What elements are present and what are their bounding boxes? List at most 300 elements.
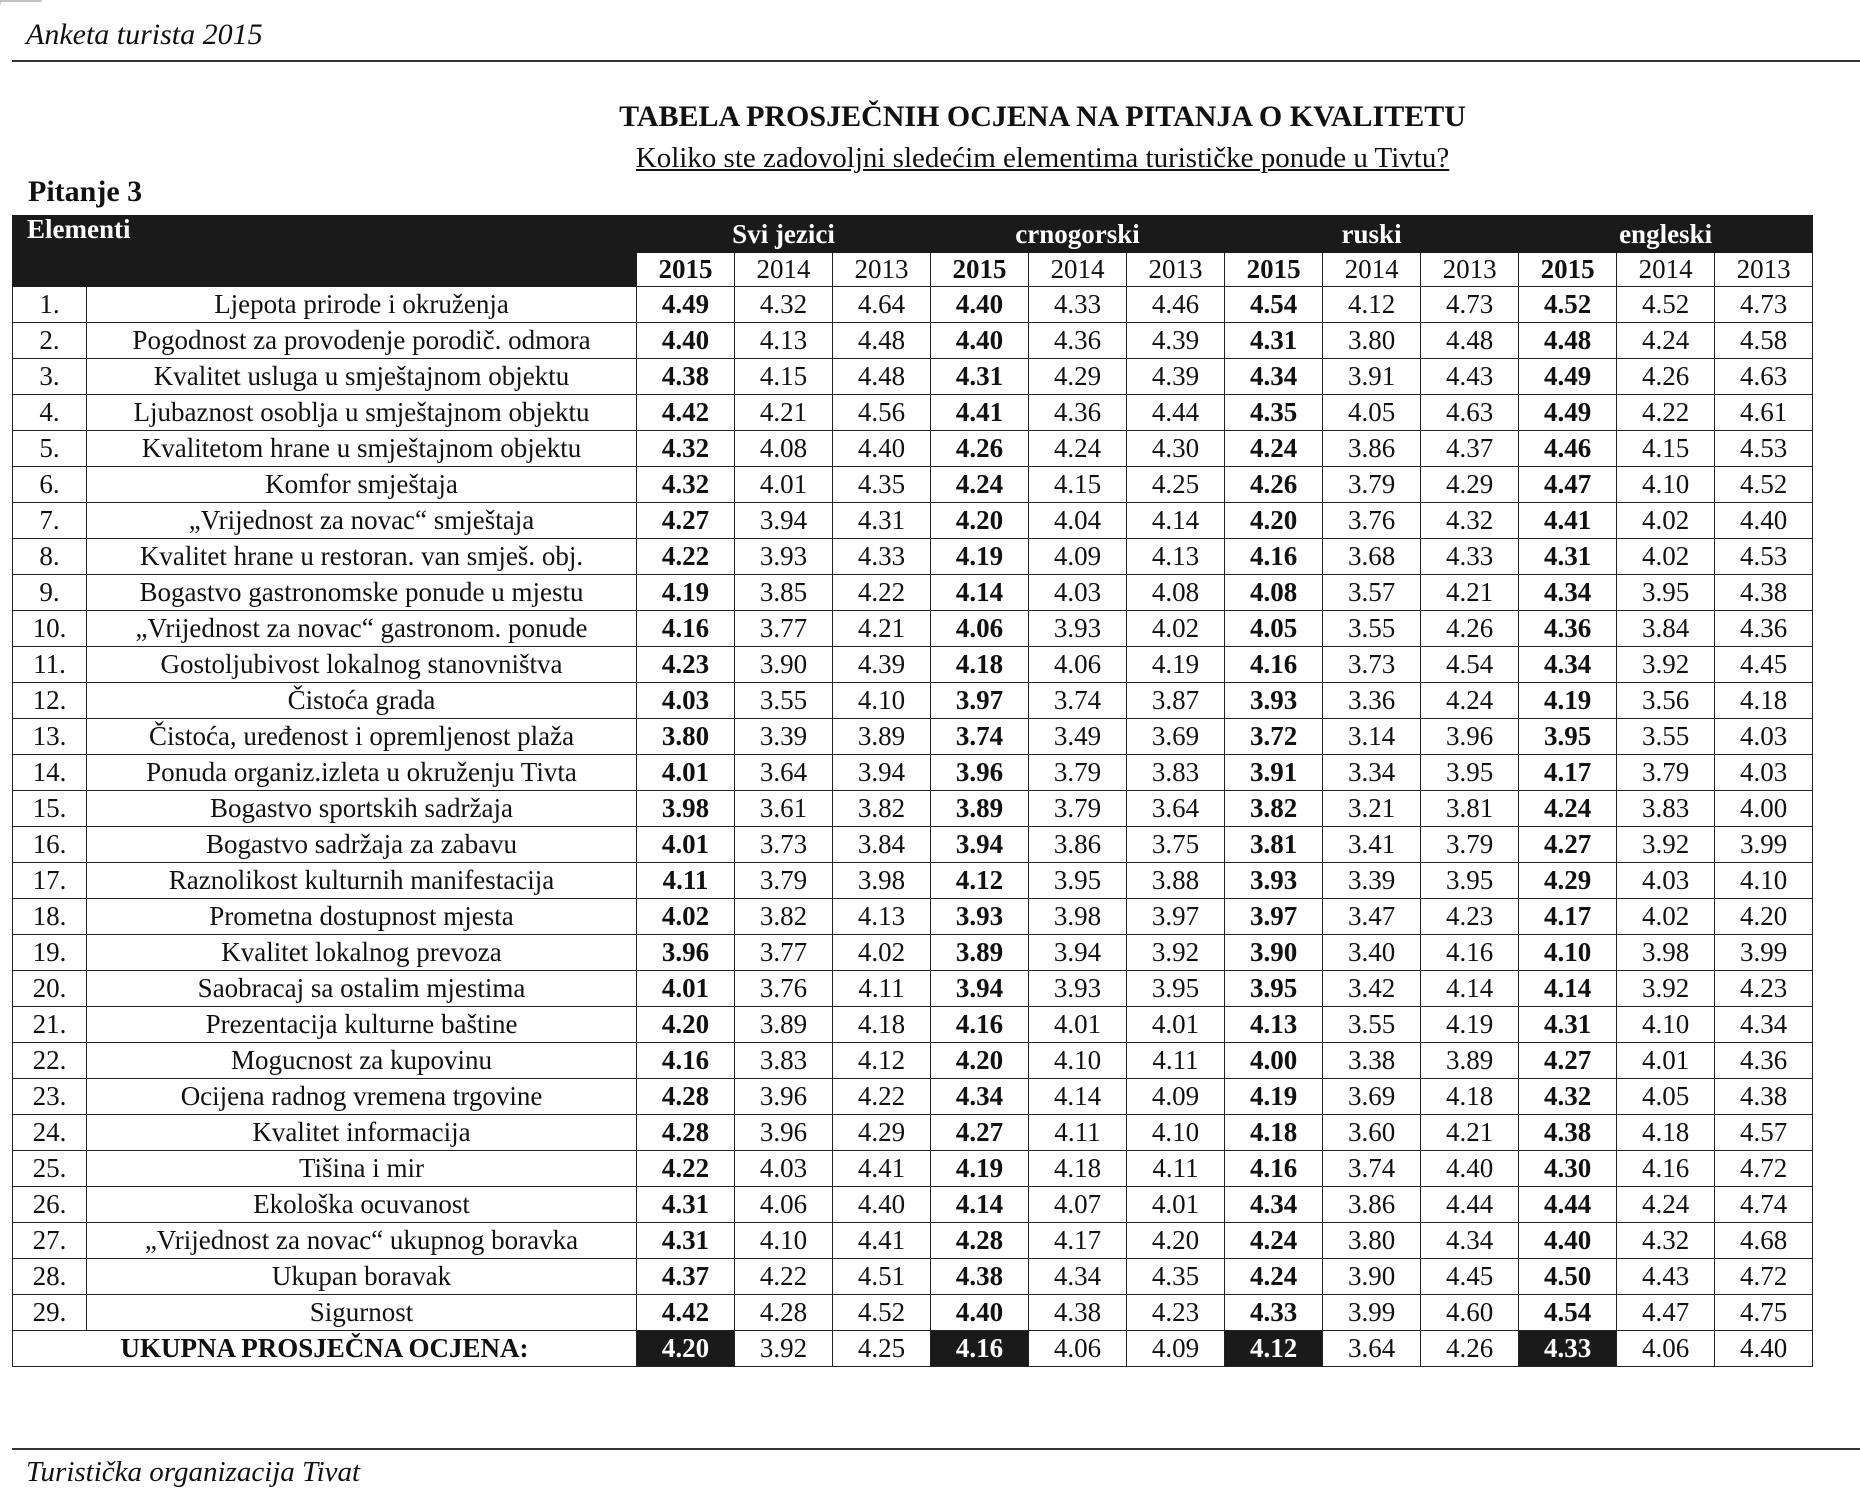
rating-cell: 3.95 xyxy=(1519,719,1617,755)
row-number: 5. xyxy=(13,431,87,467)
total-cell: 4.20 xyxy=(637,1331,735,1367)
rating-cell: 4.34 xyxy=(1225,359,1323,395)
rating-cell: 3.95 xyxy=(1225,971,1323,1007)
rating-cell: 4.24 xyxy=(1421,683,1519,719)
rating-cell: 3.99 xyxy=(1715,827,1813,863)
rating-cell: 4.05 xyxy=(1323,395,1421,431)
rating-cell: 3.74 xyxy=(1029,683,1127,719)
rating-cell: 4.08 xyxy=(1127,575,1225,611)
rating-cell: 4.13 xyxy=(735,323,833,359)
row-label: Čistoća grada xyxy=(87,683,637,719)
year-header: 2014 xyxy=(1323,253,1421,287)
row-number: 4. xyxy=(13,395,87,431)
rating-cell: 4.12 xyxy=(931,863,1029,899)
rating-cell: 4.38 xyxy=(1715,575,1813,611)
table-body xyxy=(13,287,1813,1367)
rating-cell: 4.14 xyxy=(1029,1079,1127,1115)
rating-cell: 3.89 xyxy=(931,935,1029,971)
table-row xyxy=(13,1295,1813,1331)
rating-cell: 4.61 xyxy=(1715,395,1813,431)
table-row xyxy=(13,1151,1813,1187)
rating-cell: 4.44 xyxy=(1127,395,1225,431)
rating-cell: 4.26 xyxy=(1225,467,1323,503)
row-label: Čistoća, uređenost i opremljenost plaža xyxy=(87,719,637,755)
rating-cell: 4.20 xyxy=(1715,899,1813,935)
rating-cell: 4.33 xyxy=(1421,539,1519,575)
rating-cell: 4.29 xyxy=(833,1115,931,1151)
rating-cell: 3.99 xyxy=(1715,935,1813,971)
rating-cell: 4.12 xyxy=(833,1043,931,1079)
rating-cell: 4.52 xyxy=(833,1295,931,1331)
rating-cell: 4.01 xyxy=(1029,1007,1127,1043)
rating-cell: 4.19 xyxy=(1225,1079,1323,1115)
row-label: Kvalitet lokalnog prevoza xyxy=(87,935,637,971)
rating-cell: 4.11 xyxy=(1127,1151,1225,1187)
row-label: „Vrijednost za novac“ gastronom. ponude xyxy=(87,611,637,647)
rating-cell: 4.63 xyxy=(1715,359,1813,395)
row-number: 19. xyxy=(13,935,87,971)
rating-cell: 4.31 xyxy=(833,503,931,539)
rating-cell: 3.68 xyxy=(1323,539,1421,575)
rating-cell: 4.34 xyxy=(1225,1187,1323,1223)
rating-cell: 3.72 xyxy=(1225,719,1323,755)
rating-cell: 4.33 xyxy=(1225,1295,1323,1331)
rating-cell: 4.09 xyxy=(1127,1079,1225,1115)
table-row xyxy=(13,863,1813,899)
row-label: Kvalitet informacija xyxy=(87,1115,637,1151)
rating-cell: 3.92 xyxy=(1617,971,1715,1007)
total-cell: 3.92 xyxy=(735,1331,833,1367)
rating-cell: 3.92 xyxy=(1127,935,1225,971)
row-number: 7. xyxy=(13,503,87,539)
rating-cell: 4.01 xyxy=(1617,1043,1715,1079)
rating-cell: 4.14 xyxy=(931,575,1029,611)
rating-cell: 3.61 xyxy=(735,791,833,827)
rating-cell: 3.89 xyxy=(735,1007,833,1043)
rating-cell: 4.30 xyxy=(1519,1151,1617,1187)
row-label: Kvalitetom hrane u smještajnom objektu xyxy=(87,431,637,467)
rating-cell: 3.90 xyxy=(735,647,833,683)
year-header: 2013 xyxy=(833,253,931,287)
rating-cell: 4.18 xyxy=(931,647,1029,683)
rating-cell: 3.95 xyxy=(1617,575,1715,611)
table-row xyxy=(13,539,1813,575)
rating-cell: 4.21 xyxy=(735,395,833,431)
rating-cell: 3.93 xyxy=(931,899,1029,935)
rating-cell: 4.10 xyxy=(1617,467,1715,503)
rating-cell: 4.10 xyxy=(833,683,931,719)
rating-cell: 4.42 xyxy=(637,395,735,431)
rating-cell: 4.22 xyxy=(833,1079,931,1115)
row-number: 2. xyxy=(13,323,87,359)
rating-cell: 4.72 xyxy=(1715,1259,1813,1295)
table-row xyxy=(13,359,1813,395)
rating-cell: 4.17 xyxy=(1519,899,1617,935)
rating-cell: 3.60 xyxy=(1323,1115,1421,1151)
rating-cell: 3.41 xyxy=(1323,827,1421,863)
rating-cell: 3.34 xyxy=(1323,755,1421,791)
rating-cell: 4.58 xyxy=(1715,323,1813,359)
rating-cell: 4.24 xyxy=(1617,1187,1715,1223)
rating-cell: 4.08 xyxy=(735,431,833,467)
rating-cell: 4.31 xyxy=(1519,539,1617,575)
rating-cell: 4.32 xyxy=(735,287,833,323)
rating-cell: 4.38 xyxy=(637,359,735,395)
footer-divider xyxy=(12,1448,1860,1450)
total-cell: 4.12 xyxy=(1225,1331,1323,1367)
rating-cell: 4.39 xyxy=(1127,323,1225,359)
rating-cell: 4.30 xyxy=(1127,431,1225,467)
rating-cell: 4.36 xyxy=(1715,1043,1813,1079)
rating-cell: 4.15 xyxy=(1029,467,1127,503)
rating-cell: 3.96 xyxy=(735,1115,833,1151)
rating-cell: 3.39 xyxy=(735,719,833,755)
rating-cell: 4.36 xyxy=(1029,395,1127,431)
rating-cell: 4.28 xyxy=(637,1079,735,1115)
rating-cell: 4.49 xyxy=(637,287,735,323)
rating-cell: 4.21 xyxy=(1421,1115,1519,1151)
rating-cell: 4.23 xyxy=(1127,1295,1225,1331)
rating-cell: 4.35 xyxy=(1127,1259,1225,1295)
rating-cell: 3.89 xyxy=(833,719,931,755)
row-label: Prezentacija kulturne baštine xyxy=(87,1007,637,1043)
rating-cell: 3.82 xyxy=(833,791,931,827)
rating-cell: 3.76 xyxy=(735,971,833,1007)
rating-cell: 4.31 xyxy=(931,359,1029,395)
rating-cell: 4.31 xyxy=(637,1223,735,1259)
row-label: Bogastvo gastronomske ponude u mjestu xyxy=(87,575,637,611)
rating-cell: 3.96 xyxy=(931,755,1029,791)
rating-cell: 3.80 xyxy=(1323,1223,1421,1259)
rating-cell: 3.94 xyxy=(1029,935,1127,971)
rating-cell: 3.21 xyxy=(1323,791,1421,827)
rating-cell: 4.40 xyxy=(931,287,1029,323)
year-header: 2015 xyxy=(1225,253,1323,287)
document-footer: Turistička organizacija Tivat xyxy=(26,1456,361,1488)
rating-cell: 4.36 xyxy=(1519,611,1617,647)
table-row xyxy=(13,467,1813,503)
rating-cell: 4.14 xyxy=(931,1187,1029,1223)
table-row xyxy=(13,503,1813,539)
rating-cell: 3.79 xyxy=(1029,791,1127,827)
rating-cell: 4.09 xyxy=(1029,539,1127,575)
rating-cell: 3.99 xyxy=(1323,1295,1421,1331)
rating-cell: 4.40 xyxy=(833,1187,931,1223)
row-number: 16. xyxy=(13,827,87,863)
group-header: engleski xyxy=(1519,216,1813,253)
rating-cell: 3.81 xyxy=(1225,827,1323,863)
year-header: 2015 xyxy=(637,253,735,287)
rating-cell: 3.98 xyxy=(1029,899,1127,935)
rating-cell: 4.43 xyxy=(1421,359,1519,395)
table-row xyxy=(13,827,1813,863)
rating-cell: 4.53 xyxy=(1715,431,1813,467)
rating-cell: 3.86 xyxy=(1323,431,1421,467)
rating-cell: 4.49 xyxy=(1519,359,1617,395)
rating-cell: 4.39 xyxy=(833,647,931,683)
row-label: Bogastvo sadržaja za zabavu xyxy=(87,827,637,863)
rating-cell: 4.47 xyxy=(1519,467,1617,503)
row-number: 9. xyxy=(13,575,87,611)
rating-cell: 3.47 xyxy=(1323,899,1421,935)
rating-cell: 4.15 xyxy=(1617,431,1715,467)
rating-cell: 4.44 xyxy=(1421,1187,1519,1223)
rating-cell: 4.68 xyxy=(1715,1223,1813,1259)
row-number: 17. xyxy=(13,863,87,899)
rating-cell: 4.35 xyxy=(833,467,931,503)
row-label: Kvalitet hrane u restoran. van smješ. obj. xyxy=(87,539,637,575)
rating-cell: 4.03 xyxy=(1617,863,1715,899)
rating-cell: 3.90 xyxy=(1323,1259,1421,1295)
rating-cell: 4.18 xyxy=(1029,1151,1127,1187)
rating-cell: 4.54 xyxy=(1421,647,1519,683)
rating-cell: 4.64 xyxy=(833,287,931,323)
rating-cell: 4.04 xyxy=(1029,503,1127,539)
rating-cell: 4.54 xyxy=(1519,1295,1617,1331)
row-number: 22. xyxy=(13,1043,87,1079)
rating-cell: 4.34 xyxy=(1519,647,1617,683)
rating-cell: 4.40 xyxy=(637,323,735,359)
group-header: Svi jezici xyxy=(637,216,931,253)
rating-cell: 4.26 xyxy=(931,431,1029,467)
row-label: Mogucnost za kupovinu xyxy=(87,1043,637,1079)
rating-cell: 4.72 xyxy=(1715,1151,1813,1187)
document-header: Anketa turista 2015 xyxy=(26,18,263,51)
rating-cell: 4.07 xyxy=(1029,1187,1127,1223)
row-number: 18. xyxy=(13,899,87,935)
rating-cell: 4.23 xyxy=(1421,899,1519,935)
rating-cell: 4.42 xyxy=(637,1295,735,1331)
rating-cell: 3.79 xyxy=(1617,755,1715,791)
rating-cell: 4.16 xyxy=(637,611,735,647)
table-row xyxy=(13,287,1813,323)
rating-cell: 4.21 xyxy=(1421,575,1519,611)
rating-cell: 4.19 xyxy=(931,1151,1029,1187)
rating-cell: 3.77 xyxy=(735,611,833,647)
rating-cell: 4.26 xyxy=(1617,359,1715,395)
rating-cell: 3.98 xyxy=(1617,935,1715,971)
total-cell: 3.64 xyxy=(1323,1331,1421,1367)
rating-cell: 4.11 xyxy=(637,863,735,899)
table-row xyxy=(13,323,1813,359)
rating-cell: 3.93 xyxy=(735,539,833,575)
rating-cell: 4.03 xyxy=(1029,575,1127,611)
table-row xyxy=(13,971,1813,1007)
row-number: 3. xyxy=(13,359,87,395)
rating-cell: 4.01 xyxy=(735,467,833,503)
rating-cell: 4.21 xyxy=(833,611,931,647)
rating-cell: 4.01 xyxy=(637,971,735,1007)
rating-cell: 4.02 xyxy=(1617,899,1715,935)
rating-cell: 4.10 xyxy=(1519,935,1617,971)
table-row xyxy=(13,935,1813,971)
rating-cell: 3.96 xyxy=(1421,719,1519,755)
rating-cell: 4.29 xyxy=(1421,467,1519,503)
rating-cell: 4.40 xyxy=(833,431,931,467)
rating-cell: 4.48 xyxy=(1421,323,1519,359)
rating-cell: 3.40 xyxy=(1323,935,1421,971)
rating-cell: 4.45 xyxy=(1421,1259,1519,1295)
table-row xyxy=(13,1259,1813,1295)
rating-cell: 4.19 xyxy=(1127,647,1225,683)
table-row xyxy=(13,683,1813,719)
table-row xyxy=(13,719,1813,755)
row-number: 12. xyxy=(13,683,87,719)
rating-cell: 4.22 xyxy=(833,575,931,611)
rating-cell: 3.36 xyxy=(1323,683,1421,719)
year-header: 2015 xyxy=(1519,253,1617,287)
rating-cell: 4.00 xyxy=(1715,791,1813,827)
rating-cell: 4.41 xyxy=(833,1223,931,1259)
rating-cell: 4.41 xyxy=(833,1151,931,1187)
row-number: 23. xyxy=(13,1079,87,1115)
rating-cell: 3.98 xyxy=(637,791,735,827)
rating-cell: 4.13 xyxy=(1127,539,1225,575)
rating-cell: 3.86 xyxy=(1323,1187,1421,1223)
group-header-row xyxy=(13,216,1813,253)
rating-cell: 4.28 xyxy=(931,1223,1029,1259)
rating-cell: 4.22 xyxy=(1617,395,1715,431)
total-cell: 4.16 xyxy=(931,1331,1029,1367)
row-label: Tišina i mir xyxy=(87,1151,637,1187)
rating-cell: 4.34 xyxy=(1421,1223,1519,1259)
row-label: Ljepota prirode i okruženja xyxy=(87,287,637,323)
rating-cell: 3.76 xyxy=(1323,503,1421,539)
rating-cell: 3.83 xyxy=(1617,791,1715,827)
row-number: 28. xyxy=(13,1259,87,1295)
rating-cell: 4.40 xyxy=(1421,1151,1519,1187)
rating-cell: 4.11 xyxy=(1029,1115,1127,1151)
rating-cell: 4.40 xyxy=(1519,1223,1617,1259)
rating-cell: 4.23 xyxy=(637,647,735,683)
subtitle-text: Koliko ste zadovoljni sledećim elementima turističke ponude u Tivtu? xyxy=(635,142,1450,174)
rating-cell: 4.39 xyxy=(1127,359,1225,395)
total-cell: 4.40 xyxy=(1715,1331,1813,1367)
table-row xyxy=(13,395,1813,431)
year-header: 2014 xyxy=(1617,253,1715,287)
row-label: Gostoljubivost lokalnog stanovništva xyxy=(87,647,637,683)
table-row xyxy=(13,647,1813,683)
rating-cell: 3.55 xyxy=(1323,611,1421,647)
rating-cell: 3.64 xyxy=(1127,791,1225,827)
table-row xyxy=(13,431,1813,467)
rating-cell: 3.55 xyxy=(1617,719,1715,755)
rating-cell: 3.94 xyxy=(735,503,833,539)
rating-cell: 4.11 xyxy=(833,971,931,1007)
rating-cell: 4.18 xyxy=(1715,683,1813,719)
rating-cell: 4.24 xyxy=(1519,791,1617,827)
rating-cell: 4.01 xyxy=(637,827,735,863)
rating-cell: 3.95 xyxy=(1029,863,1127,899)
rating-cell: 4.10 xyxy=(1617,1007,1715,1043)
rating-cell: 4.01 xyxy=(637,755,735,791)
rating-cell: 4.48 xyxy=(1519,323,1617,359)
rating-cell: 3.82 xyxy=(735,899,833,935)
rating-cell: 3.94 xyxy=(931,971,1029,1007)
row-label: Ukupan boravak xyxy=(87,1259,637,1295)
rating-cell: 4.24 xyxy=(931,467,1029,503)
rating-cell: 4.57 xyxy=(1715,1115,1813,1151)
year-header: 2013 xyxy=(1127,253,1225,287)
rating-cell: 3.57 xyxy=(1323,575,1421,611)
row-number: 21. xyxy=(13,1007,87,1043)
rating-cell: 4.37 xyxy=(637,1259,735,1295)
rating-cell: 4.60 xyxy=(1421,1295,1519,1331)
table-row xyxy=(13,791,1813,827)
year-header: 2014 xyxy=(735,253,833,287)
rating-cell: 4.47 xyxy=(1617,1295,1715,1331)
rating-cell: 4.40 xyxy=(931,323,1029,359)
rating-cell: 3.82 xyxy=(1225,791,1323,827)
rating-cell: 4.27 xyxy=(931,1115,1029,1151)
rating-cell: 3.84 xyxy=(1617,611,1715,647)
total-row xyxy=(13,1331,1813,1367)
row-number: 29. xyxy=(13,1295,87,1331)
rating-cell: 3.14 xyxy=(1323,719,1421,755)
total-cell: 4.06 xyxy=(1029,1331,1127,1367)
rating-cell: 4.06 xyxy=(931,611,1029,647)
rating-cell: 4.52 xyxy=(1715,467,1813,503)
row-number: 13. xyxy=(13,719,87,755)
rating-cell: 4.10 xyxy=(1127,1115,1225,1151)
rating-cell: 3.69 xyxy=(1127,719,1225,755)
row-label: Ljubaznost osoblja u smještajnom objektu xyxy=(87,395,637,431)
row-label: Ocijena radnog vremena trgovine xyxy=(87,1079,637,1115)
header-divider xyxy=(12,60,1860,62)
rating-cell: 4.27 xyxy=(637,503,735,539)
rating-cell: 3.80 xyxy=(637,719,735,755)
rating-cell: 4.01 xyxy=(1127,1007,1225,1043)
rating-cell: 4.18 xyxy=(833,1007,931,1043)
rating-cell: 3.94 xyxy=(833,755,931,791)
rating-cell: 4.25 xyxy=(1127,467,1225,503)
rating-cell: 3.84 xyxy=(833,827,931,863)
rating-cell: 3.86 xyxy=(1029,827,1127,863)
table-row xyxy=(13,611,1813,647)
rating-cell: 4.34 xyxy=(1029,1259,1127,1295)
rating-cell: 4.27 xyxy=(1519,1043,1617,1079)
table-row xyxy=(13,899,1813,935)
rating-cell: 4.02 xyxy=(637,899,735,935)
year-header: 2013 xyxy=(1715,253,1813,287)
rating-cell: 4.20 xyxy=(1225,503,1323,539)
rating-cell: 4.17 xyxy=(1029,1223,1127,1259)
rating-cell: 4.13 xyxy=(833,899,931,935)
rating-cell: 4.22 xyxy=(637,1151,735,1187)
elements-header: Elementi xyxy=(13,216,637,287)
rating-cell: 4.19 xyxy=(1421,1007,1519,1043)
row-number: 10. xyxy=(13,611,87,647)
rating-cell: 4.13 xyxy=(1225,1007,1323,1043)
rating-cell: 4.16 xyxy=(1421,935,1519,971)
rating-cell: 4.32 xyxy=(637,467,735,503)
rating-cell: 4.73 xyxy=(1715,287,1813,323)
rating-cell: 3.49 xyxy=(1029,719,1127,755)
rating-cell: 4.12 xyxy=(1323,287,1421,323)
rating-cell: 4.14 xyxy=(1127,503,1225,539)
rating-cell: 4.40 xyxy=(1715,503,1813,539)
year-header: 2014 xyxy=(1029,253,1127,287)
rating-cell: 4.35 xyxy=(1225,395,1323,431)
row-label: Ekološka ocuvanost xyxy=(87,1187,637,1223)
rating-cell: 4.03 xyxy=(1715,719,1813,755)
rating-cell: 3.88 xyxy=(1127,863,1225,899)
rating-cell: 3.92 xyxy=(1617,827,1715,863)
rating-cell: 4.16 xyxy=(1225,1151,1323,1187)
rating-cell: 4.45 xyxy=(1715,647,1813,683)
rating-cell: 3.87 xyxy=(1127,683,1225,719)
rating-cell: 4.38 xyxy=(931,1259,1029,1295)
